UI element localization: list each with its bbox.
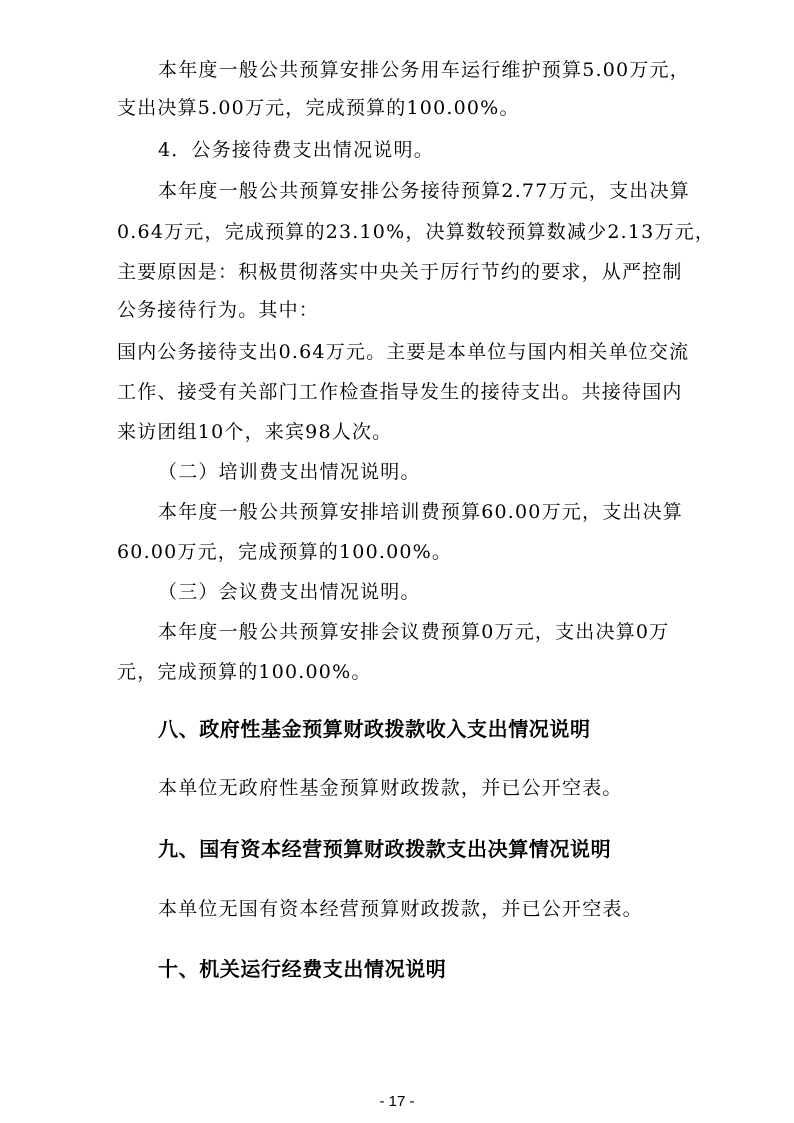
paragraph-line: 本年度一般公共预算安排培训费预算60.00万元，支出决算 (158, 501, 683, 523)
paragraph-line: 本单位无国有资本经营预算财政拨款，并已公开空表。 (158, 898, 643, 920)
paragraph-line: 本单位无政府性基金预算财政拨款，并已公开空表。 (158, 777, 623, 799)
subsection-title: （二）培训费支出情况说明。 (158, 461, 421, 483)
paragraph-line: 60.00万元，完成预算的100.00%。 (117, 541, 453, 563)
paragraph-line: 工作、接受有关部门工作检查指导发生的接待支出。共接待国内 (117, 381, 683, 403)
section-heading-9: 九、国有资本经营预算财政拨款支出决算情况说明 (158, 837, 612, 861)
paragraph-line: 本年度一般公共预算安排公务用车运行维护预算5.00万元， (158, 59, 690, 81)
paragraph-line: 元，完成预算的100.00%。 (117, 661, 372, 683)
subsection-title: （三）会议费支出情况说明。 (158, 581, 421, 603)
paragraph-line: 主要原因是：积极贯彻落实中央关于厉行节约的要求，从严控制 (117, 261, 683, 283)
paragraph-line: 公务接待行为。其中： (117, 299, 320, 321)
paragraph-line: 支出决算5.00万元，完成预算的100.00%。 (117, 97, 520, 119)
page-number: - 17 - (379, 1093, 415, 1110)
paragraph-line: 本年度一般公共预算安排公务接待预算2.77万元，支出决算 (158, 180, 690, 202)
subsection-title: 4．公务接待费支出情况说明。 (158, 139, 434, 161)
section-heading-10: 十、机关运行经费支出情况说明 (158, 957, 447, 981)
paragraph-line: 来访团组10个，来宾98人次。 (117, 421, 393, 443)
paragraph-line: 本年度一般公共预算安排会议费预算0万元，支出决算0万 (158, 621, 670, 643)
paragraph-line: 0.64万元，完成预算的23.10%，决算数较预算数减少2.13万元， (117, 221, 716, 243)
paragraph-line: 国内公务接待支出0.64万元。主要是本单位与国内相关单位交流 (117, 341, 690, 363)
section-heading-8: 八、政府性基金预算财政拨款收入支出情况说明 (158, 717, 591, 741)
